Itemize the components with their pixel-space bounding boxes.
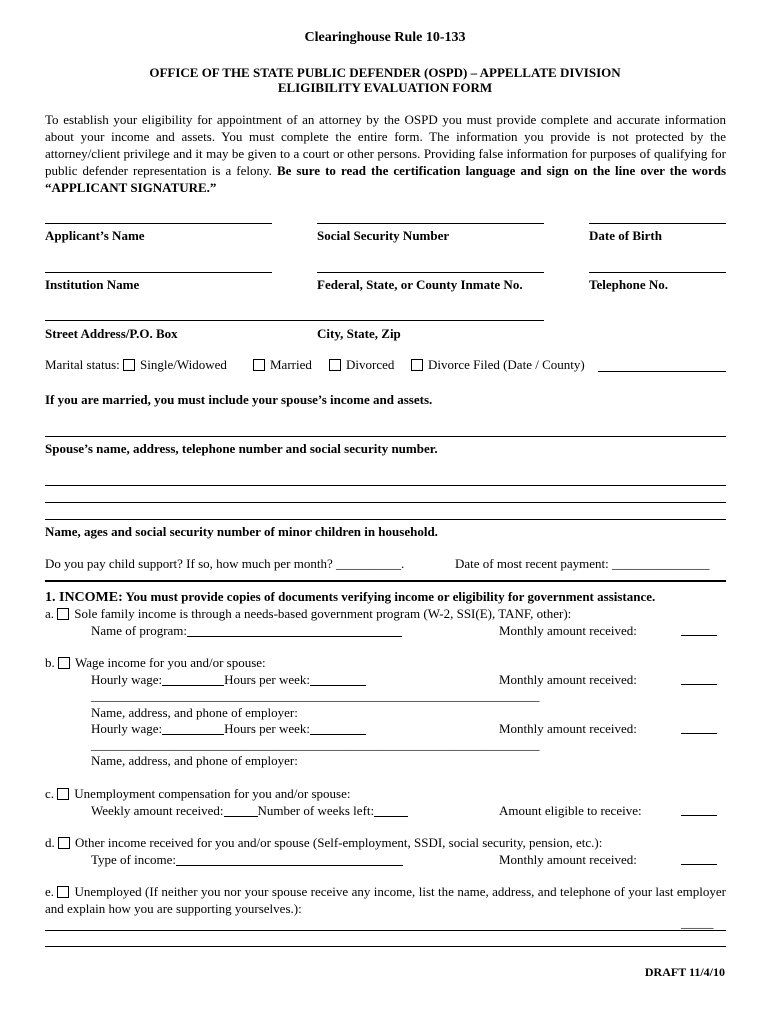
amount-eligible-blank[interactable] xyxy=(681,815,717,816)
wage-row-1 xyxy=(91,672,366,688)
income-c-row xyxy=(45,786,350,802)
income-e-line-2[interactable] xyxy=(45,946,726,947)
income-d-checkbox[interactable] xyxy=(58,837,70,849)
divorce-filed-option-group xyxy=(411,357,585,373)
single-option: Single/Widowed xyxy=(140,357,227,372)
intro-text: To establish your eligibility for appointment of an attorney by the OSPD you must provide complete and accurate information about your income and assets. You must complete the entire form. The information you provide is not protected by the attorney/client privilege and it may be given to a court or other persons. Providing false information for purposes of qualifying for public defender representation is a felony. xyxy=(45,112,726,178)
office-title: OFFICE OF THE STATE PUBLIC DEFENDER (OSPD) – APPELLATE DIVISION xyxy=(149,65,621,80)
children-line-2[interactable] xyxy=(45,502,726,503)
income-e-short-blank[interactable]: _____ xyxy=(681,915,714,930)
married-option: Married xyxy=(270,357,312,372)
income-type-row xyxy=(91,852,403,868)
income-b-monthly-label-1: Monthly amount received: xyxy=(499,672,637,687)
street-label: Street Address/P.O. Box xyxy=(45,326,178,341)
married-option-group xyxy=(253,357,312,373)
hourly-wage-label-2: Hourly wage: xyxy=(91,721,163,736)
hours-label-2: Hours per week: xyxy=(224,721,311,736)
income-e-text: Unemployed (If neither you nor your spouse receive any income, list the name, address, and telephone of your last employer and explain how you are supporting yourselves.): xyxy=(45,884,727,916)
income-type-label: Type of income: xyxy=(91,852,177,867)
income-d-text: Other income received for you and/or spouse (Self-employment, SSDI, social security, pension, etc.): xyxy=(75,835,603,850)
dob-line[interactable] xyxy=(589,223,726,224)
employer-label-1: Name, address, and phone of employer: xyxy=(91,705,298,720)
program-name-blank[interactable] xyxy=(187,624,402,637)
employer-underscore-2[interactable]: _____________________________________________________________________ xyxy=(91,737,540,752)
income-e-paragraph xyxy=(45,883,726,917)
income-a-monthly-blank[interactable] xyxy=(681,635,717,636)
income-a-row xyxy=(45,606,571,622)
divorced-option-group xyxy=(329,357,394,373)
married-note: If you are married, you must include your spouse’s income and assets. xyxy=(45,392,433,407)
income-b-checkbox[interactable] xyxy=(58,657,70,669)
single-checkbox[interactable] xyxy=(123,359,135,371)
income-a-text: Sole family income is through a needs-based government program (W-2, SSI(E), TANF, other): xyxy=(74,606,572,621)
intro-bold-text: Be sure to read the certification language and sign on the line over the words “APPLICANT SIGNATURE.” xyxy=(45,163,727,195)
income-b-letter: b. xyxy=(45,655,55,670)
inmate-no-label: Federal, State, or County Inmate No. xyxy=(317,277,523,292)
married-checkbox[interactable] xyxy=(253,359,265,371)
applicant-name-line[interactable] xyxy=(45,223,272,224)
marital-status-row xyxy=(45,357,227,373)
income-d-row xyxy=(45,835,602,851)
city-label: City, State, Zip xyxy=(317,326,401,341)
form-title: ELIGIBILITY EVALUATION FORM xyxy=(277,80,493,95)
income-c-letter: c. xyxy=(45,786,55,801)
income-d-monthly-label: Monthly amount received: xyxy=(499,852,637,867)
divorce-filed-checkbox[interactable] xyxy=(411,359,423,371)
income-d-letter: d. xyxy=(45,835,55,850)
hours-label-1: Hours per week: xyxy=(224,672,311,687)
income-heading xyxy=(45,589,655,606)
institution-label: Institution Name xyxy=(45,277,140,292)
income-a-monthly-label: Monthly amount received: xyxy=(499,623,637,638)
child-support-question: Do you pay child support? If so, how much per month? __________. xyxy=(45,556,405,571)
divorce-filed-line[interactable] xyxy=(598,371,726,372)
weeks-left-label: Number of weeks left: xyxy=(257,803,375,818)
hourly-wage-blank-1[interactable] xyxy=(162,673,224,686)
children-line-1[interactable] xyxy=(45,485,726,486)
spouse-label: Spouse’s name, address, telephone number and social security number. xyxy=(45,441,438,456)
income-b-row xyxy=(45,655,266,671)
spouse-line[interactable] xyxy=(45,436,726,437)
income-e-line-1[interactable] xyxy=(45,930,726,931)
divorce-filed-option: Divorce Filed (Date / County) xyxy=(428,357,585,372)
income-b-monthly-blank-1[interactable] xyxy=(681,684,717,685)
rule-number: Clearinghouse Rule 10-133 xyxy=(304,30,466,45)
income-b-text: Wage income for you and/or spouse: xyxy=(75,655,266,670)
employer-underscore-1[interactable]: _____________________________________________________________________ xyxy=(91,688,540,703)
hours-blank-2[interactable] xyxy=(310,722,366,735)
ssn-line[interactable] xyxy=(317,223,544,224)
draft-date: DRAFT 11/4/10 xyxy=(644,965,725,979)
dob-label: Date of Birth xyxy=(589,228,662,243)
marital-label: Marital status: xyxy=(45,357,120,372)
section-divider xyxy=(45,580,726,582)
hourly-wage-label-1: Hourly wage: xyxy=(91,672,163,687)
unemployment-row xyxy=(91,803,408,819)
income-a-letter: a. xyxy=(45,606,55,621)
weeks-left-blank[interactable] xyxy=(374,804,408,817)
address-line[interactable] xyxy=(45,320,544,321)
program-name-label: Name of program: xyxy=(91,623,188,638)
institution-line[interactable] xyxy=(45,272,272,273)
applicant-name-label: Applicant’s Name xyxy=(45,228,145,243)
income-heading-number: 1. INCOME: xyxy=(45,590,123,605)
income-c-checkbox[interactable] xyxy=(57,788,69,800)
program-name-row xyxy=(91,623,402,639)
income-heading-text: You must provide copies of documents verifying income or eligibility for government assistance. xyxy=(122,589,656,604)
ssn-label: Social Security Number xyxy=(317,228,450,243)
employer-label-2: Name, address, and phone of employer: xyxy=(91,753,298,768)
divorced-option: Divorced xyxy=(346,357,395,372)
amount-eligible-label: Amount eligible to receive: xyxy=(499,803,642,818)
weekly-amount-label: Weekly amount received: xyxy=(91,803,224,818)
wage-row-2 xyxy=(91,721,366,737)
hourly-wage-blank-2[interactable] xyxy=(162,722,224,735)
income-c-text: Unemployment compensation for you and/or spouse: xyxy=(74,786,351,801)
intro-paragraph xyxy=(45,111,726,196)
children-label: Name, ages and social security number of minor children in household. xyxy=(45,524,438,539)
income-a-checkbox[interactable] xyxy=(57,608,69,620)
income-e-checkbox[interactable] xyxy=(57,886,69,898)
last-payment-label: Date of most recent payment: _______________ xyxy=(455,556,710,571)
income-d-monthly-blank[interactable] xyxy=(681,864,717,865)
inmate-no-line[interactable] xyxy=(317,272,544,273)
divorced-checkbox[interactable] xyxy=(329,359,341,371)
hours-blank-1[interactable] xyxy=(310,673,366,686)
telephone-line[interactable] xyxy=(589,272,726,273)
telephone-label: Telephone No. xyxy=(589,277,668,292)
children-line-3[interactable] xyxy=(45,519,726,520)
income-b-monthly-label-2: Monthly amount received: xyxy=(499,721,637,736)
income-e-letter: e. xyxy=(45,884,55,899)
income-type-blank[interactable] xyxy=(176,853,403,866)
weekly-amount-blank[interactable] xyxy=(224,804,258,817)
income-b-monthly-blank-2[interactable] xyxy=(681,733,717,734)
